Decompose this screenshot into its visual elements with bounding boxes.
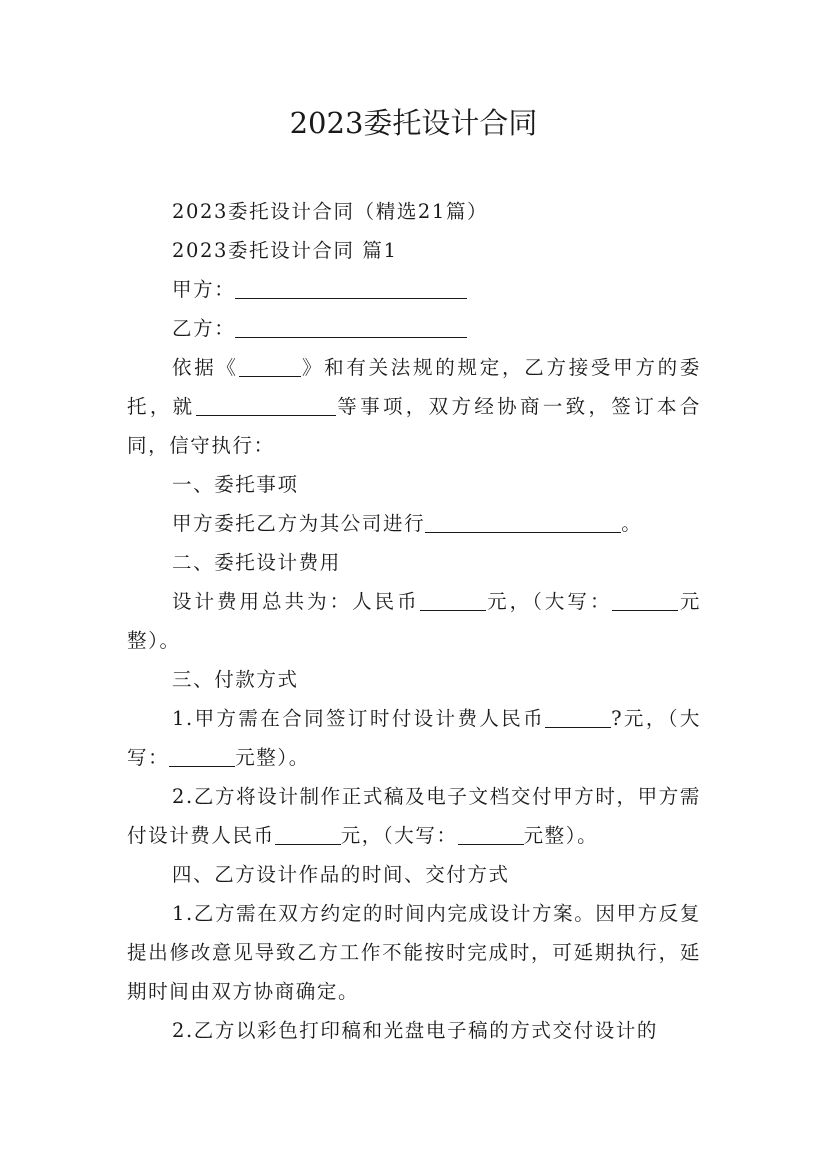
document-body — [127, 192, 701, 1050]
section-1-heading: 一、委托事项 — [172, 473, 299, 496]
subtitle-line: 2023委托设计合同（精选21篇） — [172, 200, 489, 223]
payment-1-text-1: 1.甲方需在合同签订时付设计费人民币 — [172, 707, 546, 730]
payment-2-capital-blank — [458, 819, 524, 845]
fee-paragraph — [127, 582, 701, 660]
section-2-heading: 二、委托设计费用 — [172, 551, 341, 574]
payment-2-text-3: 元整）。 — [523, 824, 599, 847]
fee-capital-blank — [612, 585, 678, 611]
payment-2-text-2: 元，（大写： — [340, 824, 458, 847]
party-a-label: 甲方： — [172, 278, 236, 301]
payment-1-text-2: ?元，（大写： — [127, 707, 701, 769]
payment-1-paragraph — [127, 699, 701, 777]
fee-text-1: 设计费用总共为：人民币 — [172, 590, 420, 613]
payment-1-text-3: 元整）。 — [235, 746, 310, 769]
payment-1-amount-blank — [545, 702, 611, 728]
chapter-heading: 2023委托设计合同 篇1 — [172, 239, 398, 262]
document-title: 2023委托设计合同 — [289, 106, 538, 140]
delivery-item-2: 2.乙方以彩色打印稿和光盘电子稿的方式交付设计的 — [172, 1019, 659, 1042]
party-a-line — [127, 270, 701, 309]
party-b-line — [127, 309, 701, 348]
section-1-text-1: 甲方委托乙方为其公司进行 — [172, 512, 426, 535]
section-4-heading: 四、乙方设计作品的时间、交付方式 — [172, 863, 510, 886]
party-a-blank — [235, 273, 467, 299]
fee-amount-blank — [420, 585, 486, 611]
basis-text-3: 等事项，双方经协商一致，签订本合同，信守执行： — [127, 395, 701, 457]
law-name-blank — [239, 351, 301, 377]
party-b-label: 乙方： — [172, 317, 236, 340]
payment-2-text-1: 2.乙方将设计制作正式稿及电子文档交付甲方时，甲方需付设计费人民币 — [127, 785, 701, 847]
section-1-text-2: 。 — [621, 512, 643, 535]
delivery-item-1: 1.乙方需在双方约定的时间内完成设计方案。因甲方反复提出修改意见导致乙方工作不能按时完成时，可延期执行，延期时间由双方协商确定。 — [127, 902, 701, 1003]
section-3-heading: 三、付款方式 — [172, 668, 299, 691]
basis-text-2: 》和有关法规的规定，乙方接受甲方的委托，就 — [127, 356, 701, 418]
matter-blank — [196, 390, 336, 416]
payment-2-paragraph — [127, 777, 701, 855]
payment-1-capital-blank — [169, 741, 235, 767]
fee-text-2: 元，（大写： — [485, 590, 613, 613]
section-1-text — [127, 504, 701, 543]
fee-text-3: 元整）。 — [127, 590, 701, 652]
project-blank — [425, 507, 621, 533]
party-b-blank — [235, 312, 467, 338]
basis-text-1: 依据《 — [172, 356, 239, 379]
payment-2-amount-blank — [275, 819, 341, 845]
basis-paragraph — [127, 348, 701, 465]
